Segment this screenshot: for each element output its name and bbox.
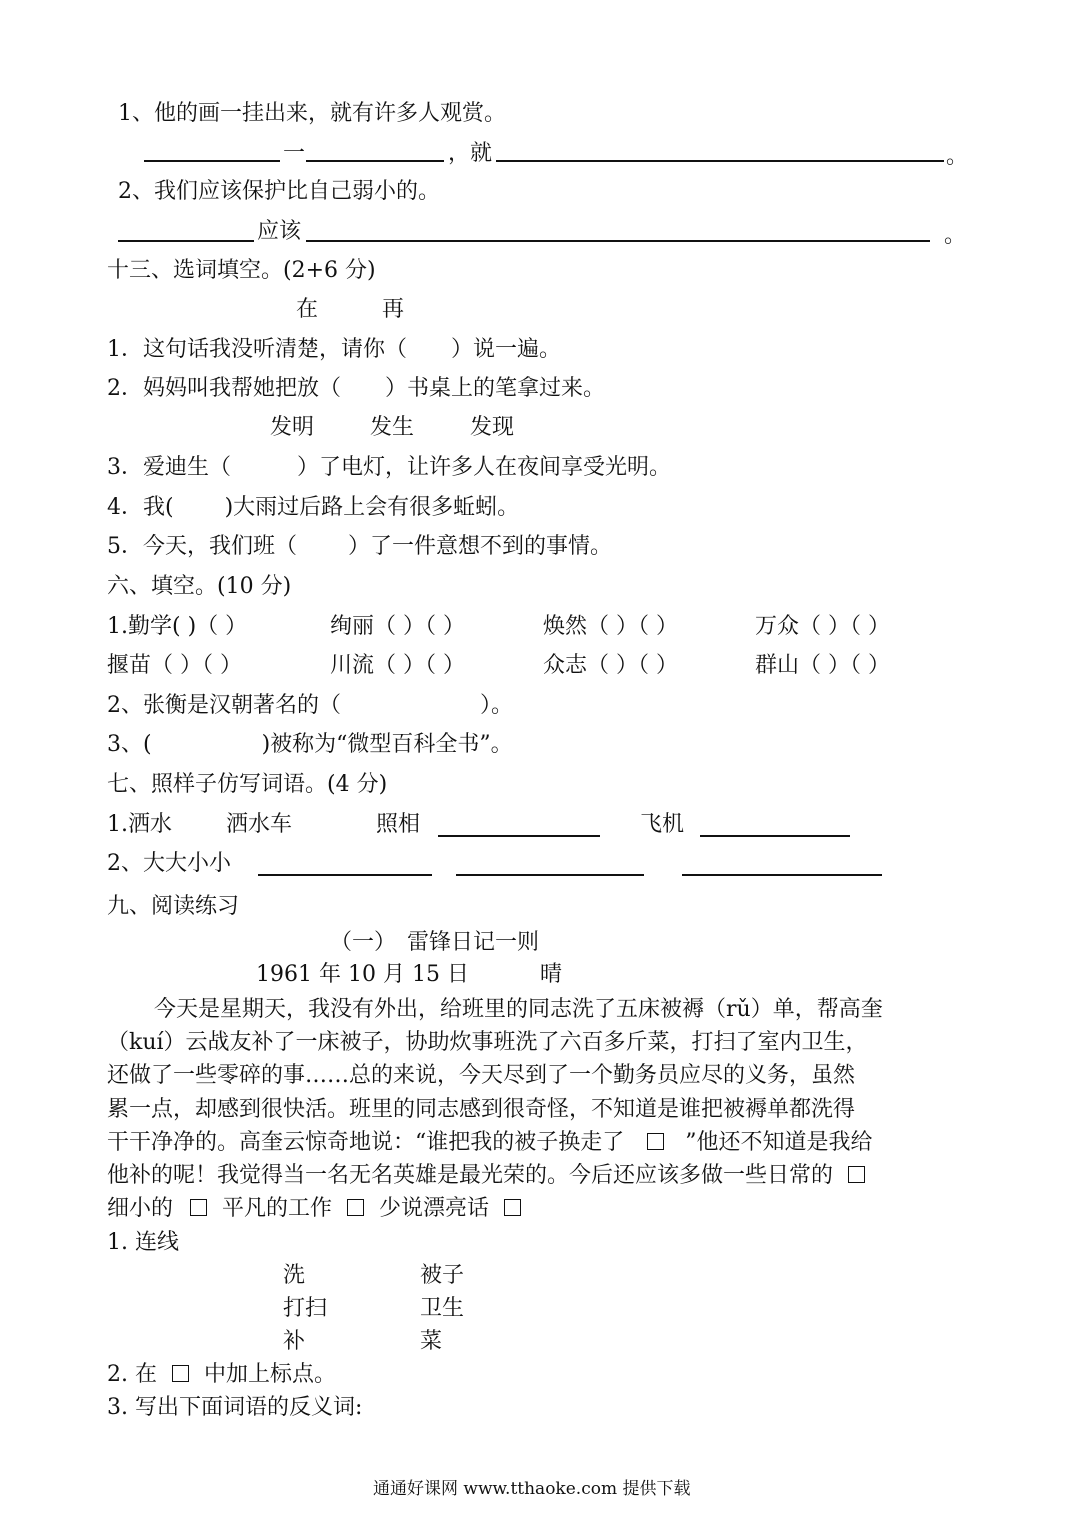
s12-item1: 1、他的画一挂出来，就有许多人观赏。 — [118, 101, 506, 126]
s9-q2-pre: 2. 在 — [107, 1362, 157, 1387]
punctuation-box[interactable] — [848, 1166, 865, 1183]
s9-weather: 晴 — [540, 962, 563, 987]
s6-r2-c1: 揠苗（ ）（ ） — [107, 653, 242, 678]
s13-q3: 3．爱迪生（ ）了电灯，让许多人在夜间享受光明。 — [107, 455, 671, 480]
s9-title: 九、阅读练习 — [107, 894, 240, 919]
s13-word-zai2: 再 — [382, 297, 405, 322]
punctuation-box-icon — [172, 1365, 189, 1382]
s6-r1-c1: 1.勤学( )（ ） — [107, 614, 248, 639]
s9-line-5-text: 干干净净的。高奎云惊奇地说：“谁把我的被子换走了 — [107, 1130, 625, 1155]
s6-r1-c2: 绚丽（ ）（ ） — [330, 614, 465, 639]
s6-r2-c4: 群山（ ）（ ） — [755, 653, 890, 678]
s13-word-fasheng: 发生 — [370, 415, 415, 440]
s9-line-4: 累一点，却感到很快活。班里的同志感到很奇怪，不知道是谁把被褥单都洗得 — [107, 1097, 856, 1122]
match-left-1[interactable]: 洗 — [283, 1263, 306, 1288]
s9-line-5 — [107, 1129, 873, 1157]
s6-r2-c2: 川流（ ）（ ） — [330, 653, 465, 678]
s13-word-faxian: 发现 — [470, 415, 515, 440]
s13-word-zai: 在 — [296, 297, 319, 322]
s13-title: 十三、选词填空。(2+6 分) — [107, 258, 376, 283]
s13-word-faming: 发明 — [270, 415, 315, 440]
match-right-2[interactable]: 卫生 — [420, 1296, 465, 1321]
s9-line-7-text-b: 平凡的工作 — [222, 1196, 333, 1221]
match-left-2[interactable]: 打扫 — [283, 1296, 328, 1321]
s12-end1: 。 — [946, 144, 969, 169]
s13-q5: 5．今天，我们班（ ）了一件意想不到的事情。 — [107, 534, 612, 559]
s7-example-word: 1.洒水 — [107, 812, 172, 837]
s12-end2: 。 — [944, 223, 967, 248]
punctuation-box[interactable] — [190, 1199, 207, 1216]
s9-q2 — [107, 1361, 336, 1389]
punctuation-box[interactable] — [347, 1199, 364, 1216]
s9-passage-title: （一） 雷锋日记一则 — [330, 930, 540, 955]
s9-line-1: 今天是星期天，我没有外出，给班里的同志洗了五床被褥（rǔ）单，帮高奎 — [154, 997, 883, 1022]
s12-item2: 2、我们应该保护比自己弱小的。 — [118, 179, 440, 204]
s7-title: 七、照样子仿写词语。(4 分) — [107, 772, 388, 797]
s12-jiu: ，就 — [448, 141, 493, 166]
s9-line-6 — [107, 1162, 867, 1190]
s7-item-b: 飞机 — [640, 812, 685, 837]
s13-q2: 2．妈妈叫我帮她把放（ ）书桌上的笔拿过来。 — [107, 376, 605, 401]
s6-r2-c3: 众志（ ）（ ） — [543, 653, 678, 678]
s6-q2: 2、张衡是汉朝著名的（ ）。 — [107, 693, 513, 718]
s6-title: 六、填空。(10 分) — [107, 574, 292, 599]
s7-blank-e[interactable] — [682, 874, 882, 876]
s13-q4: 4．我( )大雨过后路上会有很多蚯蚓。 — [107, 495, 520, 520]
s9-date: 1961 年 10 月 15 日 — [256, 962, 469, 987]
s7-blank-a[interactable] — [438, 835, 600, 837]
match-right-3[interactable]: 菜 — [420, 1329, 443, 1354]
punctuation-box[interactable] — [504, 1199, 521, 1216]
s12-blank-5[interactable] — [306, 240, 930, 242]
s12-blank-2[interactable] — [306, 160, 444, 162]
s7-item2: 2、大大小小 — [107, 851, 231, 876]
footer-text: 通通好课网 www.tthaoke.com 提供下载 — [373, 1479, 691, 1499]
s9-line-6-text: 他补的呢！我觉得当一名无名英雄是最光荣的。今后还应该多做一些日常的 — [107, 1163, 834, 1188]
s9-line-7 — [107, 1195, 523, 1223]
s6-r1-c4: 万众（ ）（ ） — [755, 614, 890, 639]
s6-r1-c3: 焕然（ ）（ ） — [543, 614, 678, 639]
s7-blank-d[interactable] — [456, 874, 644, 876]
s12-blank-3[interactable] — [496, 160, 944, 162]
s9-q2-post: 中加上标点。 — [203, 1362, 336, 1387]
s7-item-a: 照相 — [376, 812, 421, 837]
s9-line-7-text-c: 少说漂亮话 — [379, 1196, 490, 1221]
s12-yinggai: 应该 — [257, 219, 302, 244]
s12-blank-1[interactable] — [144, 160, 280, 162]
s6-q3: 3、( )被称为“微型百科全书”。 — [107, 732, 513, 757]
match-left-3[interactable]: 补 — [283, 1329, 306, 1354]
s12-yi: 一 — [283, 141, 306, 166]
s9-q1: 1. 连线 — [107, 1230, 179, 1255]
s12-blank-4[interactable] — [118, 240, 254, 242]
s7-blank-b[interactable] — [700, 835, 850, 837]
punctuation-box[interactable] — [647, 1133, 664, 1150]
match-right-1[interactable]: 被子 — [420, 1263, 465, 1288]
s13-q1: 1．这句话我没听清楚，请你（ ）说一遍。 — [107, 337, 561, 362]
s9-line-5-text-b: ”他还不知道是我给 — [685, 1130, 873, 1155]
s9-q3: 3. 写出下面词语的反义词: — [107, 1395, 363, 1420]
s9-line-7-text-a: 细小的 — [107, 1196, 174, 1221]
s9-line-3: 还做了一些零碎的事……总的来说，今天尽到了一个勤务员应尽的义务，虽然 — [107, 1063, 856, 1088]
s7-blank-c[interactable] — [258, 874, 432, 876]
s7-example-answer: 洒水车 — [226, 812, 293, 837]
s9-line-2: （kuí）云战友补了一床被子，协助炊事班洗了六百多斤菜，打扫了室内卫生， — [107, 1030, 868, 1055]
